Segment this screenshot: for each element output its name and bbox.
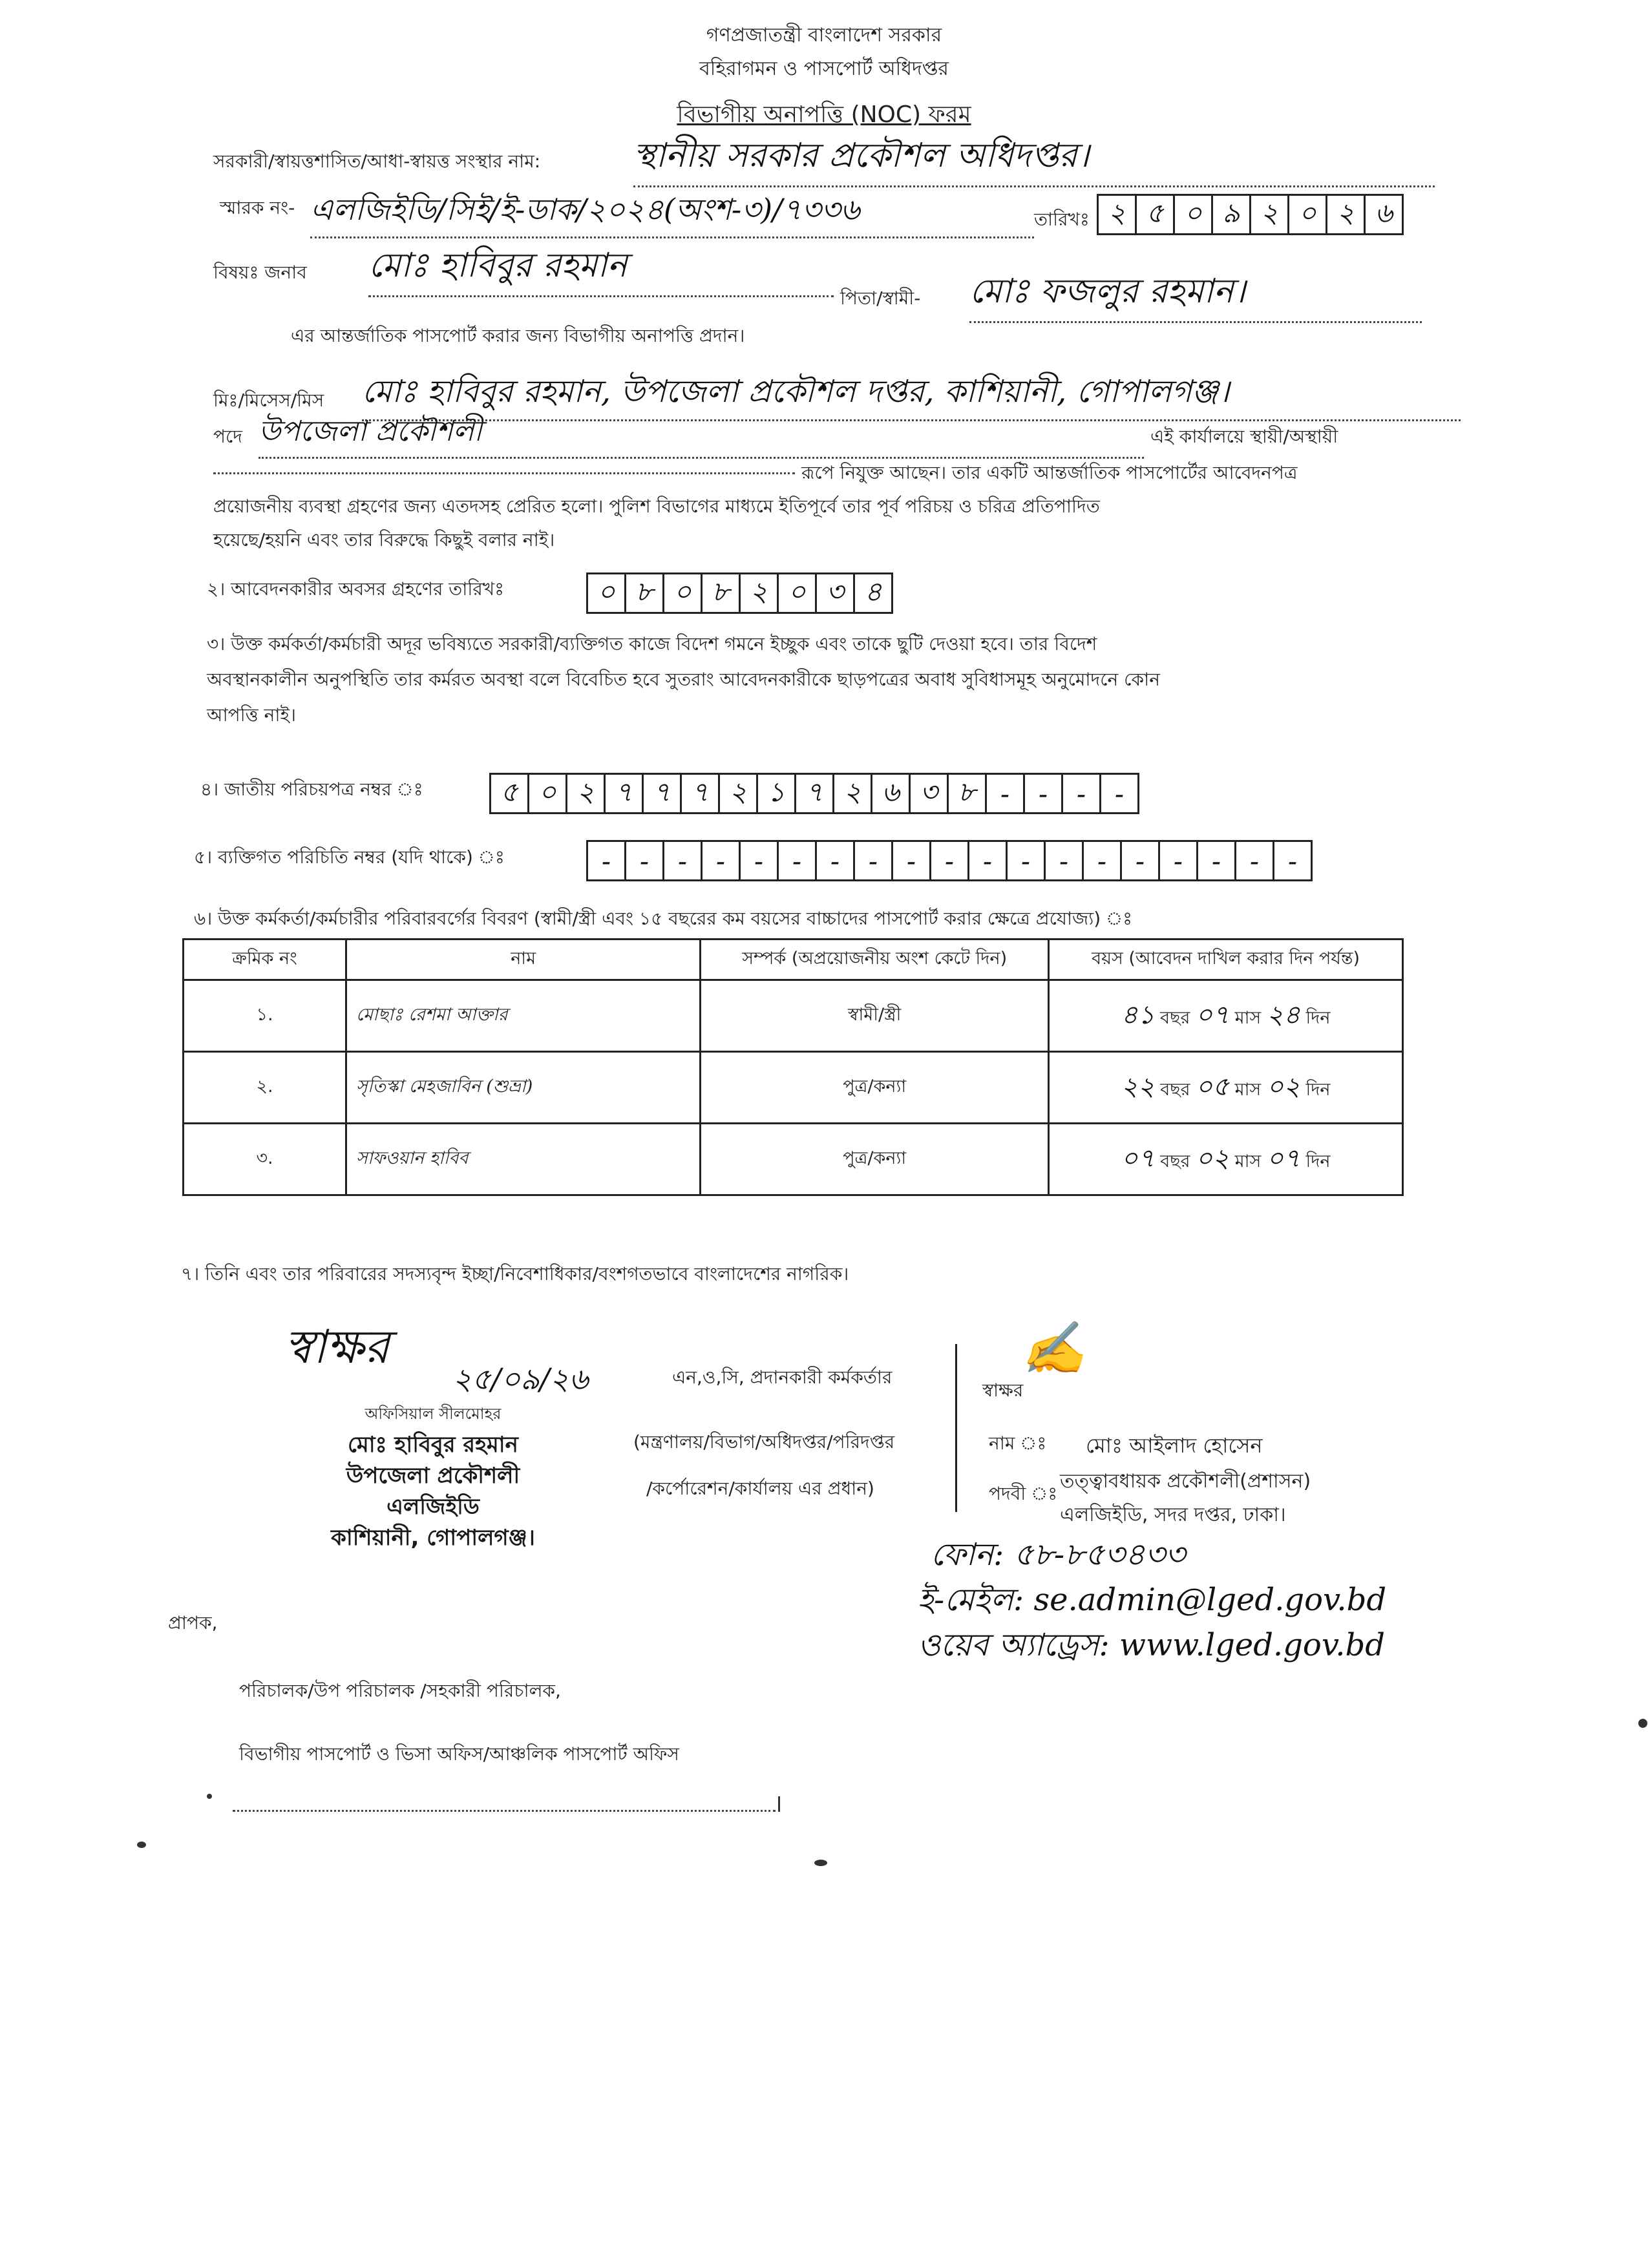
- body-line-c: হয়েছে/হয়নি এবং তার বিরুদ্ধে কিছুই বলার নাই।: [213, 529, 555, 551]
- age-months: ০৫: [1196, 1071, 1230, 1102]
- nid-digit: ১: [756, 773, 796, 814]
- left-signature: স্বাক্ষর: [284, 1319, 390, 1374]
- item3-line3: আপত্তি নাই।: [207, 704, 297, 726]
- family-relation: পুত্র/কন্যা: [701, 1052, 1049, 1124]
- retirement-date-digit: ০: [777, 572, 817, 614]
- appointed-dots: [213, 472, 795, 474]
- col-relation: সম্পর্ক (অপ্রয়োজনীয় অংশ কেটে দিন): [701, 940, 1049, 980]
- pid-digit: -: [1120, 840, 1160, 881]
- nid-digit: ৩: [909, 773, 949, 814]
- body-line-a: রূপে নিযুক্ত আছেন। তার একটি আন্তর্জাতিক পাসপোর্টের আবেদনপত্র: [801, 462, 1298, 483]
- retirement-date-digit: ৩: [815, 572, 855, 614]
- nid-digit: ২: [718, 773, 758, 814]
- pid-digit: -: [739, 840, 779, 881]
- right-signature: ✍: [1021, 1318, 1086, 1378]
- memo-label: স্মারক নং-: [220, 197, 295, 218]
- memo-date-digit: ৯: [1211, 194, 1251, 235]
- nid-digit: ৮: [947, 773, 987, 814]
- pid-digit: -: [853, 840, 893, 881]
- nid-digit: ৭: [604, 773, 644, 814]
- contact-web: ওয়েব অ্যাড্রেস: www.lged.gov.bd: [918, 1627, 1385, 1663]
- nid-digit: ৬: [871, 773, 911, 814]
- pid-digit: -: [1196, 840, 1236, 881]
- family-name: সাফওয়ান হাবিব: [346, 1124, 701, 1195]
- left-sign-date: ২৫/০৯/২৬: [452, 1361, 589, 1396]
- pid-digit: -: [1006, 840, 1046, 881]
- family-name: মোছাঃ রেশমা আক্তার: [346, 980, 701, 1052]
- family-row: [184, 1124, 1403, 1195]
- father-value: মোঃ ফজলুর রহমান।: [969, 265, 1422, 323]
- retirement-date-digit: ২: [739, 572, 779, 614]
- contact-phone: ফোন: ৫৮-৮৫৩৪৩৩: [931, 1537, 1186, 1573]
- pid-digit: -: [1158, 840, 1198, 881]
- right-name-label: নাম ঃ: [989, 1433, 1047, 1454]
- retirement-date-digit: ৮: [701, 572, 741, 614]
- right-designation: তত্ত্বাবধায়ক প্রকৌশলী(প্রশাসন): [1060, 1470, 1311, 1493]
- nid-digit: -: [985, 773, 1025, 814]
- post-value: উপজেলা প্রকৌশলী: [259, 410, 1144, 459]
- age-day-unit: দিন: [1305, 1151, 1331, 1171]
- family-relation: স্বামী/স্ত্রী: [701, 980, 1049, 1052]
- retirement-date-digit: ৪: [853, 572, 893, 614]
- item3-line1: ৩। উক্ত কর্মকর্তা/কর্মচারী অদূর ভবিষ্যতে সরকারী/ব্যক্তিগত কাজে বিদেশ গমনে ইচ্ছুক এবং তাকে ছুটি দেওয়া হবে। তার বিদেশ: [207, 633, 1097, 655]
- subject-label: বিষয়ঃ জনাব: [213, 262, 307, 283]
- age-month-unit: মাস: [1234, 1007, 1262, 1028]
- pid-digit: -: [586, 840, 626, 881]
- mr-label: মিঃ/মিসেস/মিস: [213, 390, 324, 411]
- org-label: সরকারী/স্বায়ত্তশাসিত/আধা-স্বায়ত্ত সংস্থার নাম:: [213, 151, 541, 172]
- nid-digit: ৭: [794, 773, 834, 814]
- recipient-line1: পরিচালক/উপ পরিচালক /সহকারী পরিচালক,: [239, 1680, 561, 1701]
- nid-digit: -: [1099, 773, 1139, 814]
- retirement-date-boxes: [588, 572, 893, 614]
- noc-authority-line2: (মন্ত্রণালয়/বিভাগ/অধিদপ্তর/পরিদপ্তর: [633, 1431, 895, 1453]
- family-label: ৬। উক্ত কর্মকর্তা/কর্মচারীর পরিবারবর্গের বিবরণ (স্বামী/স্ত্রী এবং ১৫ বছরের কম বয়সের বাচ্চাদের পাসপোর্ট করার ক্ষেত্রে প্রযোজ্য) ঃ: [194, 908, 1133, 929]
- seal-officer-name: মোঃ হাবিবুর রহমান: [348, 1432, 518, 1458]
- age-year-unit: বছর: [1160, 1151, 1190, 1171]
- age-years: ২২: [1121, 1071, 1155, 1102]
- pid-digit: -: [891, 840, 931, 881]
- citizenship-statement: ৭। তিনি এবং তার পরিবারের সদস্যবৃন্দ ইচ্ছা/নিবেশাধিকার/বংশগতভাবে বাংলাদেশের নাগরিক।: [181, 1263, 849, 1285]
- recipient-address-dots: [233, 1809, 776, 1812]
- recipient-end-bar: [778, 1796, 780, 1812]
- age-year-unit: বছর: [1160, 1007, 1190, 1028]
- pid-label: ৫। ব্যক্তিগত পরিচিতি নম্বর (যদি থাকে) ঃ: [194, 846, 505, 868]
- seal-officer-designation: উপজেলা প্রকৌশলী: [346, 1463, 520, 1489]
- nid-boxes: [491, 773, 1139, 814]
- memo-date-digit: ৫: [1135, 194, 1175, 235]
- retirement-label: ২। আবেদনকারীর অবসর গ্রহণের তারিখঃ: [207, 578, 505, 600]
- official-seal-label: অফিসিয়াল সীলমোহর: [364, 1405, 502, 1423]
- age-months: ০২: [1196, 1143, 1230, 1173]
- seal-officer-org: এলজিইডি: [386, 1494, 480, 1520]
- family-age: [1049, 980, 1403, 1052]
- age-months: ০৭: [1196, 1000, 1230, 1030]
- recipient-line2: বিভাগীয় পাসপোর্ট ও ভিসা অফিস/আঞ্চলিক পাসপোর্ট অফিস: [239, 1743, 679, 1765]
- father-label: পিতা/স্বামী-: [840, 288, 921, 309]
- memo-date-digit: ৬: [1364, 194, 1404, 235]
- age-day-unit: দিন: [1305, 1007, 1331, 1028]
- family-row: [184, 980, 1403, 1052]
- pid-digit: -: [815, 840, 855, 881]
- age-years: ৪১: [1121, 1000, 1155, 1030]
- header-government: গণপ্রজাতন্ত্রী বাংলাদেশ সরকার: [706, 24, 942, 47]
- post-trailing: এই কার্যালয়ে স্থায়ী/অস্থায়ী: [1150, 426, 1338, 447]
- scan-speck: [207, 1794, 212, 1799]
- pid-digit: -: [1273, 840, 1313, 881]
- right-office: এলজিইডি, সদর দপ্তর, ঢাকা।: [1060, 1504, 1286, 1526]
- family-name: সৃতিস্কা মেহজাবিন (শুভ্রা): [346, 1052, 701, 1124]
- memo-date-label: তারিখঃ: [1034, 209, 1090, 230]
- age-month-unit: মাস: [1234, 1151, 1262, 1171]
- signature-divider: [955, 1344, 957, 1512]
- nid-digit: ২: [832, 773, 872, 814]
- family-age: [1049, 1124, 1403, 1195]
- family-relation: পুত্র/কন্যা: [701, 1124, 1049, 1195]
- col-age: বয়স (আবেদন দাখিল করার দিন পর্যন্ত): [1049, 940, 1403, 980]
- nid-digit: -: [1023, 773, 1063, 814]
- body-line-b: প্রয়োজনীয় ব্যবস্থা গ্রহণের জন্য এতদসহ প্রেরিত হলো। পুলিশ বিভাগের মাধ্যমে ইতিপূর্বে তার পূর্ব পরিচয় ও চরিত্র প্রতিপাদিত: [213, 496, 1100, 517]
- nid-digit: ৫: [489, 773, 529, 814]
- pid-digit: -: [777, 840, 817, 881]
- noc-authority-line1: এন,ও,সি, প্রদানকারী কর্মকর্তার: [672, 1367, 893, 1388]
- retirement-date-digit: ০: [586, 572, 626, 614]
- pid-digit: -: [1082, 840, 1122, 881]
- memo-date-boxes: [1099, 194, 1404, 235]
- item3-line2: অবস্থানকালীন অনুপস্থিতি তার কর্মরত অবস্থা বলে বিবেচিত হবে সুতরাং আবেদনকারীকে ছাড়পত্রের অবাধ সুবিধাসমূহ অনুমোদনে কোন: [207, 669, 1160, 690]
- age-month-unit: মাস: [1234, 1079, 1262, 1100]
- org-value: স্থানীয় সরকার প্রকৌশল অধিদপ্তর।: [633, 129, 1435, 187]
- post-label: পদে: [213, 426, 242, 447]
- pid-digit: -: [929, 840, 969, 881]
- nid-label: ৪। জাতীয় পরিচয়পত্র নম্বর ঃ: [200, 779, 423, 800]
- age-days: ০৭: [1266, 1143, 1300, 1173]
- pid-digit: -: [701, 840, 741, 881]
- family-row: [184, 1052, 1403, 1124]
- family-serial: ৩.: [184, 1124, 346, 1195]
- col-name: নাম: [346, 940, 701, 980]
- recipient-label: প্রাপক,: [168, 1612, 218, 1633]
- mr-value: মোঃ হাবিবুর রহমান, উপজেলা প্রকৌশল দপ্তর, কাশিয়ানী, গোপালগঞ্জ।: [362, 368, 1461, 421]
- scan-speck: [814, 1860, 827, 1866]
- scan-speck: [137, 1842, 146, 1848]
- subject-purpose: এর আন্তর্জাতিক পাসপোর্ট করার জন্য বিভাগীয় অনাপত্তি প্রদান।: [291, 325, 745, 346]
- nid-digit: -: [1061, 773, 1101, 814]
- memo-date-digit: ২: [1249, 194, 1289, 235]
- memo-value: এলজিইডি/সিই/ই-ডাক/২০২৪(অংশ-৩)/৭৩৩৬: [310, 187, 1034, 238]
- right-sign-label: স্বাক্ষর: [982, 1380, 1024, 1401]
- pid-boxes: [588, 840, 1313, 881]
- seal-officer-location: কাশিয়ানী, গোপালগঞ্জ।: [331, 1525, 535, 1551]
- nid-digit: ২: [565, 773, 606, 814]
- subject-name: মোঃ হাবিবুর রহমান: [368, 239, 834, 297]
- scan-speck: [1638, 1719, 1647, 1728]
- col-serial: ক্রমিক নং: [184, 940, 346, 980]
- retirement-date-digit: ০: [662, 572, 703, 614]
- pid-digit: -: [1234, 840, 1274, 881]
- form-title: বিভাগীয় অনাপত্তি (NOC) ফরম: [677, 101, 971, 128]
- retirement-date-digit: ৮: [624, 572, 664, 614]
- memo-date-digit: ২: [1097, 194, 1137, 235]
- memo-date-digit: ০: [1173, 194, 1213, 235]
- age-year-unit: বছর: [1160, 1079, 1190, 1100]
- family-serial: ১.: [184, 980, 346, 1052]
- memo-date-digit: ২: [1326, 194, 1366, 235]
- family-table: [182, 938, 1404, 1196]
- nid-digit: ০: [527, 773, 567, 814]
- family-serial: ২.: [184, 1052, 346, 1124]
- nid-digit: ৭: [680, 773, 720, 814]
- age-days: ০২: [1266, 1071, 1300, 1102]
- memo-date-digit: ০: [1287, 194, 1327, 235]
- noc-authority-line3: /কর্পোরেশন/কার্যালয় এর প্রধান): [646, 1478, 874, 1499]
- age-day-unit: দিন: [1305, 1079, 1331, 1100]
- age-days: ২৪: [1266, 1000, 1300, 1030]
- pid-digit: -: [967, 840, 1008, 881]
- right-post-label: পদবী ঃ: [989, 1483, 1058, 1504]
- header-department: বহিরাগমন ও পাসপোর্ট অধিদপ্তর: [699, 58, 949, 80]
- pid-digit: -: [1044, 840, 1084, 881]
- nid-digit: ৭: [642, 773, 682, 814]
- pid-digit: -: [662, 840, 703, 881]
- pid-digit: -: [624, 840, 664, 881]
- right-name: মোঃ আইলাদ হোসেন: [1086, 1433, 1263, 1458]
- contact-email: ই-মেইল: se.admin@lged.gov.bd: [918, 1582, 1387, 1618]
- age-years: ০৭: [1121, 1143, 1155, 1173]
- family-age: [1049, 1052, 1403, 1124]
